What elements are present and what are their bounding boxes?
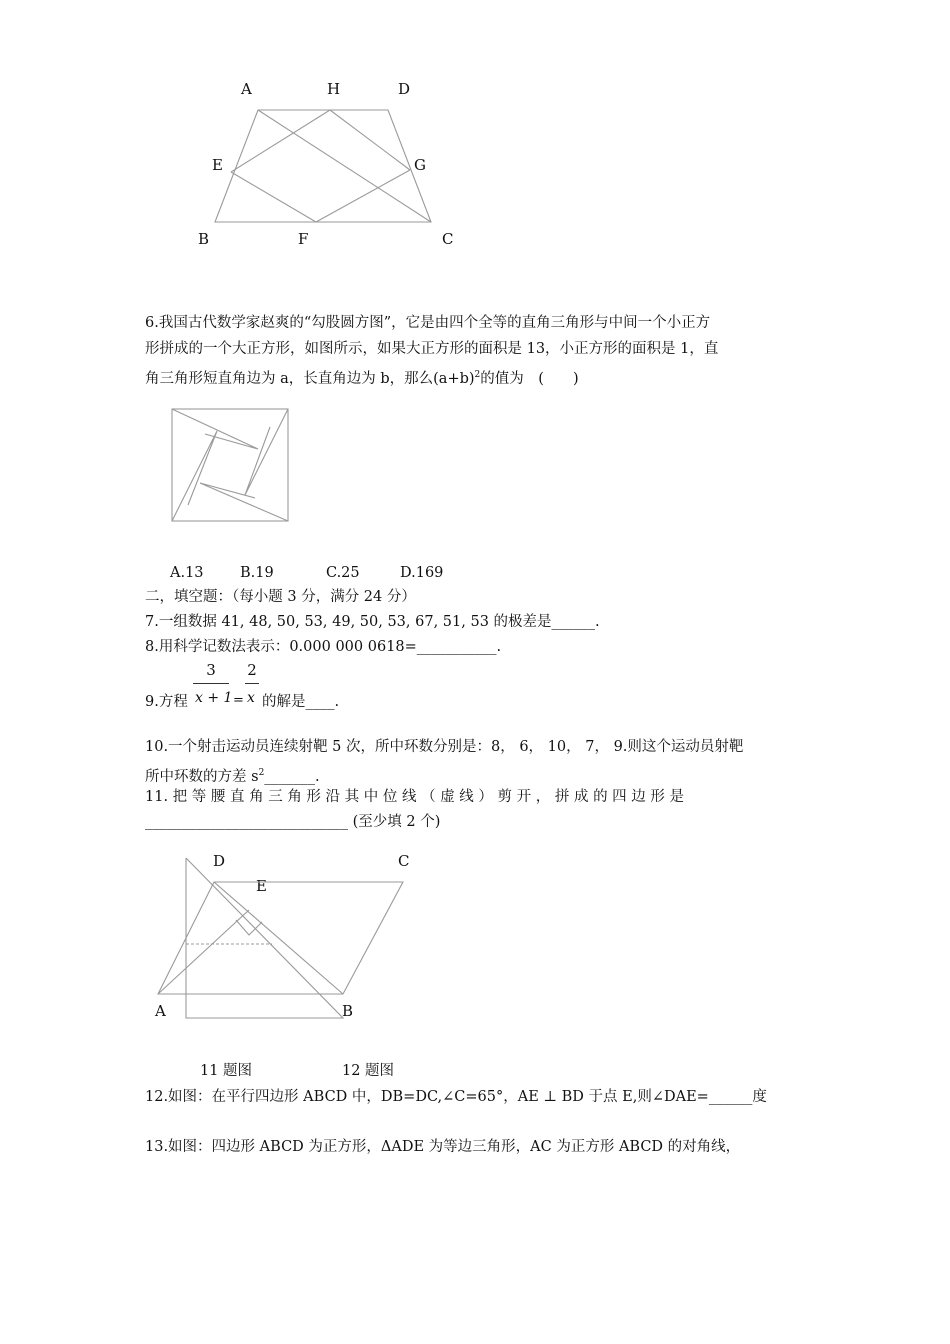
label-H: H [327, 80, 341, 98]
q6-exponent: 2 [474, 370, 481, 380]
q11-line-1: 11. 把 等 腰 直 角 三 角 形 沿 其 中 位 线 （ 虚 线 ） 剪 开 ， 拼 成 的 四 边 形 是 [145, 789, 685, 805]
q10-exponent: 2 [258, 768, 265, 778]
q10-line-1: 10.一个射击运动员连续射靶 5 次，所中环数分别是：8， 6， 10， 7， 9.则这个运动员射靶 [145, 739, 744, 755]
question-8: 8.用科学记数法表示：0.000 000 0618=___________. [145, 639, 502, 655]
q9-prefix: 9.方程 [145, 694, 188, 710]
label-E-top: E [212, 156, 223, 174]
label-C-bottom: C [398, 852, 410, 870]
q9-denominator-1: x + 1 [195, 690, 233, 706]
q9-denominator-2: x [247, 690, 255, 706]
label-F: F [298, 230, 309, 248]
label-G: G [414, 156, 426, 174]
option-a[interactable]: A.13 [170, 565, 204, 581]
option-d[interactable]: D.169 [400, 565, 444, 581]
label-D-top: D [398, 80, 411, 98]
q11-line-2: ____________________________ (至少填 2 个) [145, 814, 441, 830]
caption-fig-11: 11 题图 [200, 1063, 253, 1079]
label-A-top: A [241, 80, 252, 98]
segment-AE [158, 910, 249, 994]
section-2-title: 二，填空题：（每小题 3 分，满分 24 分） [145, 589, 416, 605]
q9-suffix: 的解是____. [262, 694, 340, 710]
question-13: 13.如图：四边形 ABCD 为正方形，ΔADE 为等边三角形，AC 为正方形 ABCD 的对角线， [145, 1139, 741, 1155]
q6-line-1: 6.我国古代数学家赵爽的“勾股圆方图”，它是由四个全等的直角三角形与中间一个小正方 [145, 315, 711, 331]
q6-line-2: 形拼成的一个大正方形，如图所示，如果大正方形的面积是 13，小正方形的面积是 1，直 [145, 341, 719, 357]
label-A-bottom: A [155, 1002, 166, 1020]
label-B-bottom: B [342, 1002, 354, 1020]
parallelogram-outline [158, 882, 403, 994]
option-c[interactable]: C.25 [326, 565, 360, 581]
q10-line-2-text: 所中环数的方差 s [145, 768, 259, 785]
q6-line-3-text: 角三角形短直角边为 a，长直角边为 b，那么(a+b) [145, 370, 475, 387]
q9-numerator-1: 3 [206, 661, 216, 679]
q6-line-3-tail: 的值为 ( ) [480, 370, 579, 387]
question-12: 12.如图：在平行四边形 ABCD 中，DB=DC,∠C=65°，AE ⊥ BD 于点 E,则∠DAE=______度 [145, 1089, 767, 1105]
option-b[interactable]: B.19 [240, 565, 274, 581]
q9-equals: = [233, 693, 244, 708]
label-C-top: C [442, 230, 454, 248]
q10-line-2-tail: _______. [264, 768, 320, 785]
label-D-bottom: D [213, 852, 226, 870]
segment-DB [214, 882, 343, 994]
question-7: 7.一组数据 41, 48, 50, 53, 49, 50, 53, 67, 51, 53 的极差是______. [145, 614, 600, 630]
label-E-bottom: E [256, 877, 267, 895]
caption-fig-12: 12 题图 [342, 1063, 395, 1079]
label-B-top: B [198, 230, 210, 248]
q9-numerator-2: 2 [247, 661, 257, 679]
